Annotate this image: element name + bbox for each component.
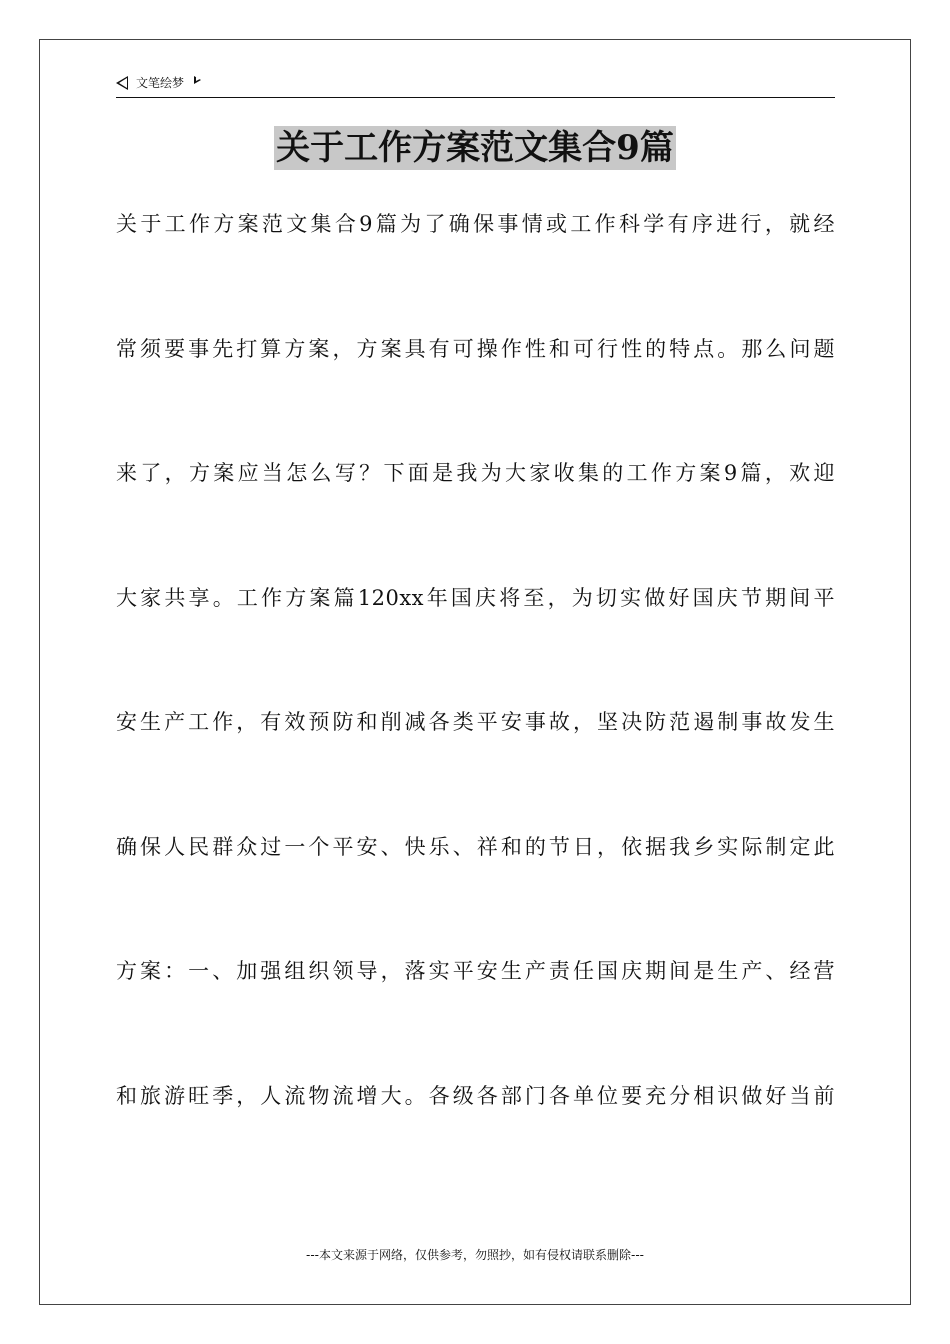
header-brand: 文笔绘梦 bbox=[136, 76, 185, 90]
body-line: 来了，方案应当怎么写？下面是我为大家收集的工作方案9篇，欢迎 bbox=[116, 461, 835, 485]
left-triangle-icon bbox=[116, 76, 128, 90]
right-triangle-icon bbox=[194, 76, 201, 84]
body-line: 和旅游旺季，人流物流增大。各级各部门各单位要充分相识做好当前 bbox=[116, 1083, 835, 1108]
body-line: 关于工作方案范文集合9篇为了确保事情或工作科学有序进行，就经 bbox=[116, 212, 835, 236]
body-line: 方案：一、加强组织领导，落实平安生产责任国庆期间是生产、经营 bbox=[116, 959, 835, 983]
title-container bbox=[0, 126, 950, 170]
header-brand-group bbox=[116, 74, 201, 91]
body-line: 常须要事先打算方案，方案具有可操作性和可行性的特点。那么问题 bbox=[116, 336, 835, 361]
body-line: 确保人民群众过一个平安、快乐、祥和的节日，依据我乡实际制定此 bbox=[116, 834, 835, 859]
body-line: 安生产工作，有效预防和削减各类平安事故，坚决防范遏制事故发生 bbox=[116, 710, 835, 734]
page-header bbox=[116, 72, 835, 98]
footer-notice: ---本文来源于网络，仅供参考，勿照抄，如有侵权请联系删除--- bbox=[306, 1248, 644, 1262]
document-title: 关于工作方案范文集合9篇 bbox=[276, 128, 674, 168]
body-line: 大家共享。工作方案篇120xx年国庆将至，为切实做好国庆节期间平 bbox=[116, 585, 835, 610]
document-body bbox=[116, 200, 835, 1196]
